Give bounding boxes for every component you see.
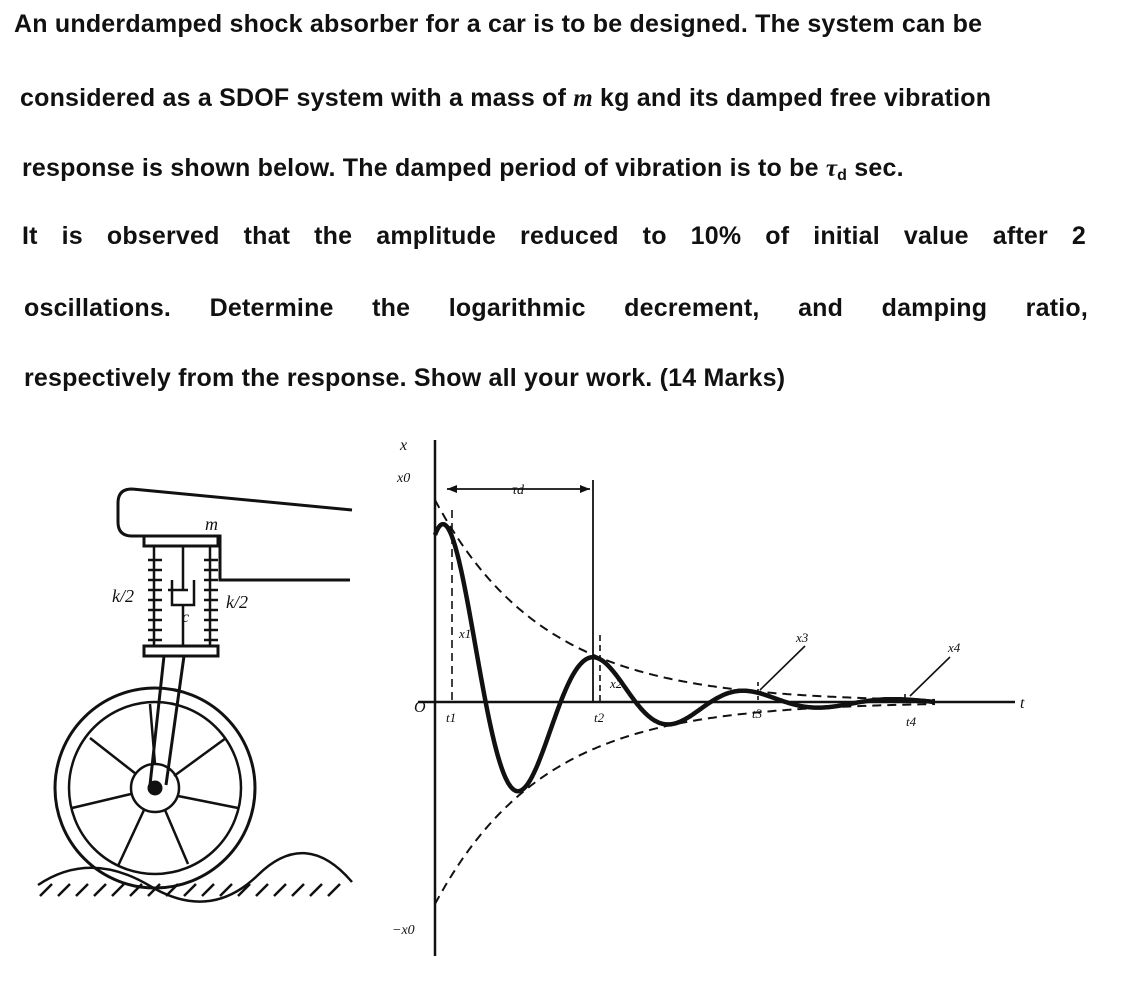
tau-subscript: d bbox=[837, 167, 848, 184]
top-plate bbox=[144, 536, 218, 546]
quarter-car-model bbox=[38, 489, 352, 902]
response-curve bbox=[435, 524, 935, 791]
problem-line-3 bbox=[22, 148, 904, 188]
peak-label-x2: x2 bbox=[610, 676, 623, 691]
spring-left-label: k/2 bbox=[112, 586, 134, 606]
problem-line-4: It is observed that the amplitude reduced to 10% of initial value after 2 bbox=[22, 222, 1086, 250]
problem-line-5: oscillations. Determine the logarithmic decrement, and damping ratio, bbox=[24, 294, 1088, 322]
x4-leader bbox=[910, 657, 950, 696]
spring-left bbox=[148, 547, 162, 652]
problem-line-2 bbox=[20, 78, 991, 118]
problem-line-3-text-b: sec. bbox=[847, 154, 904, 182]
spring-right bbox=[204, 547, 218, 652]
problem-line-2-text-b: kg and its damped free vibration bbox=[592, 84, 992, 112]
problem-line-3-text-a: response is shown below. The damped period of vibration is to be bbox=[22, 154, 826, 182]
x3-leader bbox=[760, 646, 805, 690]
axis-x-label: t bbox=[1020, 695, 1025, 712]
upper-envelope bbox=[435, 500, 935, 700]
mass-variable: m bbox=[573, 85, 593, 112]
origin-label: O bbox=[414, 699, 426, 716]
time-label-t3: t3 bbox=[752, 706, 763, 721]
lower-envelope bbox=[435, 704, 935, 904]
axle-dot bbox=[149, 782, 161, 794]
problem-line-6: respectively from the response. Show all your work. (14 Marks) bbox=[24, 364, 786, 392]
peak-label-x4: x4 bbox=[948, 640, 961, 655]
neg-x0-label: −x0 bbox=[392, 923, 415, 938]
response-plot bbox=[392, 437, 1025, 956]
peak-label-x1: x1 bbox=[459, 626, 472, 641]
time-label-t1: t1 bbox=[446, 710, 457, 725]
damper bbox=[168, 547, 194, 652]
axis-y-label: x bbox=[400, 437, 408, 454]
damper-label: c bbox=[182, 609, 190, 626]
mass-label: m bbox=[205, 514, 218, 534]
problem-line-1: An underdamped shock absorber for a car is to be designed. The system can be bbox=[14, 10, 983, 38]
period-label: τd bbox=[512, 483, 525, 498]
diagram-figure bbox=[0, 420, 1140, 999]
peak-label-x3: x3 bbox=[796, 630, 809, 645]
time-label-t4: t4 bbox=[906, 714, 917, 729]
tau-variable: τ bbox=[825, 155, 838, 182]
time-label-t2: t2 bbox=[594, 710, 605, 725]
problem-line-2-text-a: considered as a SDOF system with a mass of bbox=[20, 84, 574, 112]
spring-right-label: k/2 bbox=[226, 592, 248, 612]
x0-label: x0 bbox=[397, 471, 411, 486]
bottom-plate bbox=[144, 646, 218, 656]
strut bbox=[150, 656, 184, 785]
